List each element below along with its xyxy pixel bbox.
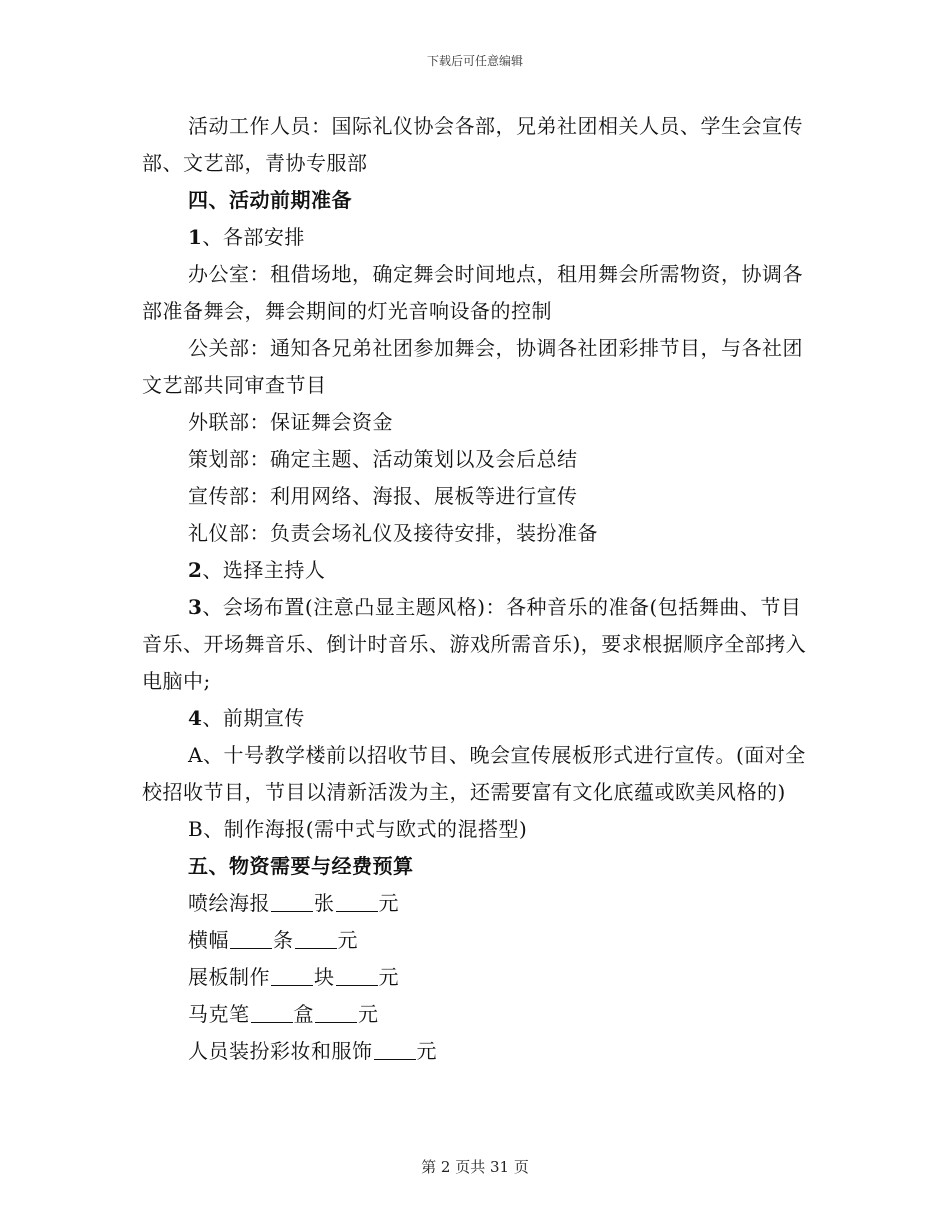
document-body — [142, 108, 808, 1070]
item-4-text: 、前期宣传 — [202, 706, 305, 730]
budget-item-name: 喷绘海报 — [188, 891, 270, 915]
budget-row — [142, 1033, 808, 1070]
item-a-paragraph: A、十号教学楼前以招收节目、晚会宣传展板形式进行宣传。(面对全校招收节目，节目以清新活泼为主，还需要富有文化底蕴或欧美风格的) — [142, 743, 806, 804]
planning-paragraph: 策划部：确定主题、活动策划以及会后总结 — [188, 447, 578, 471]
item-3-number: 3 — [188, 595, 203, 619]
blank-field — [230, 926, 272, 949]
publicity-paragraph: 宣传部：利用网络、海报、展板等进行宣传 — [188, 484, 578, 508]
budget-item-currency: 元 — [378, 891, 399, 915]
budget-row — [142, 885, 808, 922]
item-3-text: 、会场布置(注意凸显主题风格)：各种音乐的准备(包括舞曲、节目音乐、开场舞音乐、倒计时音乐、游戏所需音乐)，要求根据顺序全部拷入电脑中; — [142, 595, 807, 693]
budget-item-currency: 元 — [378, 965, 399, 989]
page-header: 下载后可任意编辑 — [426, 54, 523, 68]
external-paragraph: 外联部：保证舞会资金 — [188, 410, 393, 434]
budget-item-name: 展板制作 — [188, 965, 270, 989]
item-2-number: 2 — [188, 558, 203, 582]
budget-item-unit: 条 — [273, 928, 294, 952]
item-2-text: 、选择主持人 — [202, 558, 326, 582]
item-4-heading — [142, 700, 808, 737]
pr-paragraph: 公关部：通知各兄弟社团参加舞会，协调各社团彩排节目，与各社团文艺部共同审查节目 — [142, 336, 803, 397]
item-1-text: 、各部安排 — [202, 225, 305, 249]
blank-field — [271, 889, 313, 912]
section-4-title: 四、活动前期准备 — [188, 188, 352, 212]
budget-item-name: 人员装扮彩妆和服饰 — [188, 1039, 373, 1063]
staff-paragraph: 活动工作人员：国际礼仪协会各部，兄弟社团相关人员、学生会宣传部、文艺部，青协专服部 — [142, 114, 803, 175]
item-2-heading — [142, 552, 808, 589]
etiquette-paragraph: 礼仪部：负责会场礼仪及接待安排，装扮准备 — [188, 521, 598, 545]
budget-item-unit: 张 — [314, 891, 335, 915]
blank-field — [271, 963, 313, 986]
blank-field — [315, 1000, 357, 1023]
blank-field — [374, 1037, 416, 1060]
page-footer: 第 2 页共 31 页 — [421, 1158, 529, 1176]
blank-field — [336, 963, 378, 986]
budget-row — [142, 959, 808, 996]
blank-field — [251, 1000, 293, 1023]
item-b-paragraph: B、制作海报(需中式与欧式的混搭型) — [188, 817, 528, 841]
item-3-paragraph — [142, 589, 808, 700]
budget-item-name: 横幅 — [188, 928, 229, 952]
budget-row — [142, 922, 808, 959]
section-5-title: 五、物资需要与经费预算 — [188, 854, 414, 878]
budget-row — [142, 996, 808, 1033]
blank-field — [295, 926, 337, 949]
budget-item-unit: 块 — [314, 965, 335, 989]
budget-item-currency: 元 — [358, 1002, 379, 1026]
budget-item-name: 马克笔 — [188, 1002, 250, 1026]
budget-item-unit: 盒 — [293, 1002, 314, 1026]
blank-field — [336, 889, 378, 912]
item-1-number: 1 — [188, 225, 203, 249]
budget-item-currency: 元 — [337, 928, 358, 952]
item-1-heading — [142, 219, 808, 256]
item-4-number: 4 — [188, 706, 203, 730]
office-paragraph: 办公室：租借场地，确定舞会时间地点，租用舞会所需物资，协调各部准备舞会，舞会期间的灯光音响设备的控制 — [142, 262, 803, 323]
budget-item-currency: 元 — [416, 1039, 437, 1063]
